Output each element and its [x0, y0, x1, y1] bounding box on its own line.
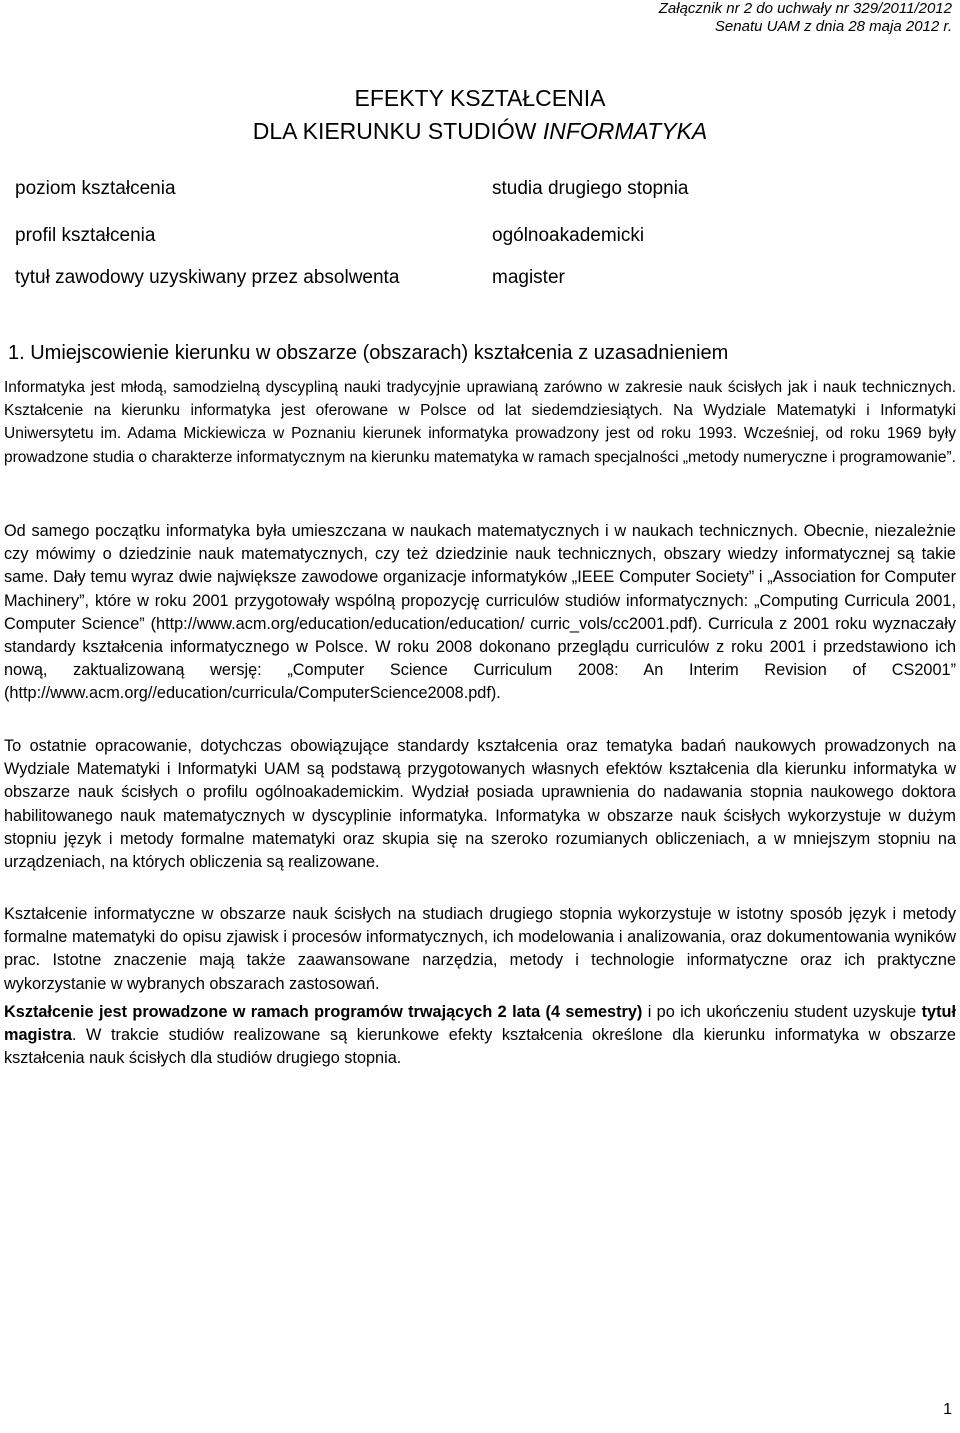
title-line-2	[0, 115, 960, 148]
paragraph-4: Kształcenie informatyczne w obszarze nauk ścisłych na studiach drugiego stopnia wykorzystuje w istotny sposób język i metody formalne matematyki do opisu zjawisk i procesów informatycznych, ich modelowania i analizowania, oraz dokumentowania wyników prac. Istotne znaczenie mają także zaawansowane narzędzia, metody i technologie informatyczne oraz ich praktyczne wykorzystanie w wybranych obszarach zastosowań.	[4, 905, 956, 993]
p5-text-2: . W trakcie studiów realizowane są kierunkowe efekty kształcenia określone dla kierunku informatyka w obszarze kształcenia nauk ścisłych dla studiów drugiego stopnia.	[4, 1026, 956, 1068]
attachment-line-2: Senatu UAM z dnia 28 maja 2012 r.	[714, 18, 952, 35]
paragraph-1: Informatyka jest młodą, samodzielną dyscypliną nauki tradycyjnie uprawianą zarówno w zakresie nauk ścisłych jak i nauk technicznych. Kształcenie na kierunku informatyka jest oferowane w Polsce od lat siedemdziesiątych. Na Wydziale Matematyki i Informatyki Uniwersytetu im. Adama Mickiewicza w Poznaniu kierunek informatyka prowadzony jest od roku 1993. Wcześniej, od roku 1969 były prowadzone studia o charakterze informatycznym na kierunku matematyka w ramach specjalności „metody numeryczne i programowanie”.	[4, 379, 956, 466]
document-title	[0, 82, 960, 148]
title-line-2-prefix: DLA KIERUNKU STUDIÓW	[252, 118, 543, 144]
program-duration-bold: Kształcenie jest prowadzone w ramach programów trwających 2 lata (4 semestry)	[4, 1003, 643, 1021]
attachment-note	[659, 0, 952, 36]
meta-label: poziom kształcenia	[15, 178, 176, 199]
meta-label: tytuł zawodowy uzyskiwany przez absolwenta	[15, 267, 400, 288]
meta-value: ogólnoakademicki	[492, 225, 645, 246]
paragraph-3: To ostatnie opracowanie, dotychczas obowiązujące standardy kształcenia oraz tematyka badań naukowych prowadzonych na Wydziale Matematyki i Informatyki UAM są podstawą przygotowanych własnych efektów kształcenia dla kierunku informatyka w obszarze nauk ścisłych o profilu ogólnoakademickim. Wydział posiada uprawnienia do nadawania stopnia naukowego doktora habilitowanego nauk matematycznych w dyscyplinie informatyka. Informatyka w obszarze nauk ścisłych wykorzystuje w dużym stopniu język i metody formalne matematyki oraz skupia się na szeroko rozumianych obliczeniach, a w mniejszym stopniu na urządzeniach, na których obliczenia są realizowane.	[4, 737, 956, 872]
meta-value: magister	[492, 267, 565, 288]
page-number: 1	[943, 1401, 952, 1418]
degree-title-bold: tytuł magistra	[4, 1003, 956, 1045]
paragraph-5	[4, 1001, 956, 1071]
meta-label: profil kształcenia	[15, 225, 156, 246]
section-1-heading: 1. Umiejscowienie kierunku w obszarze (obszarach) kształcenia z uzasadnieniem	[8, 342, 729, 364]
title-program-name: INFORMATYKA	[542, 118, 708, 144]
title-line-1: EFEKTY KSZTAŁCENIA	[354, 85, 606, 111]
p5-text-1: i po ich ukończeniu student uzyskuje	[642, 1003, 922, 1021]
meta-value: studia drugiego stopnia	[492, 178, 689, 199]
paragraph-2: Od samego początku informatyka była umieszczana w naukach matematycznych i w naukach technicznych. Obecnie, niezależnie czy mówimy o dziedzinie nauk matematycznych, czy też dziedzinie nauk technicznych, obszary wiedzy informatycznej są takie same. Dały temu wyraz dwie największe zawodowe organizacje informatyków „IEEE Computer Society” i „Association for Computer Machinery”, które w roku 2001 przygotowały wspólną propozycję curriculów studiów informatycznych: „Computing Curricula 2001, Computer Science” (http://www.acm.org/education/education/education/ curric_vols/cc2001.pdf). Curricula z 2001 roku wyznaczały standardy kształcenia informatycznego w Polsce. W roku 2008 dokonano przeglądu curriculów z roku 2001 i przedstawiono ich nową, zaktualizowaną wersję: „Computer Science Curriculum 2008: An Interim Revision of CS2001” (http://www.acm.org//education/curricula/ComputerScience2008.pdf).	[4, 522, 956, 703]
attachment-line-1: Załącznik nr 2 do uchwały nr 329/2011/2012	[658, 0, 952, 17]
